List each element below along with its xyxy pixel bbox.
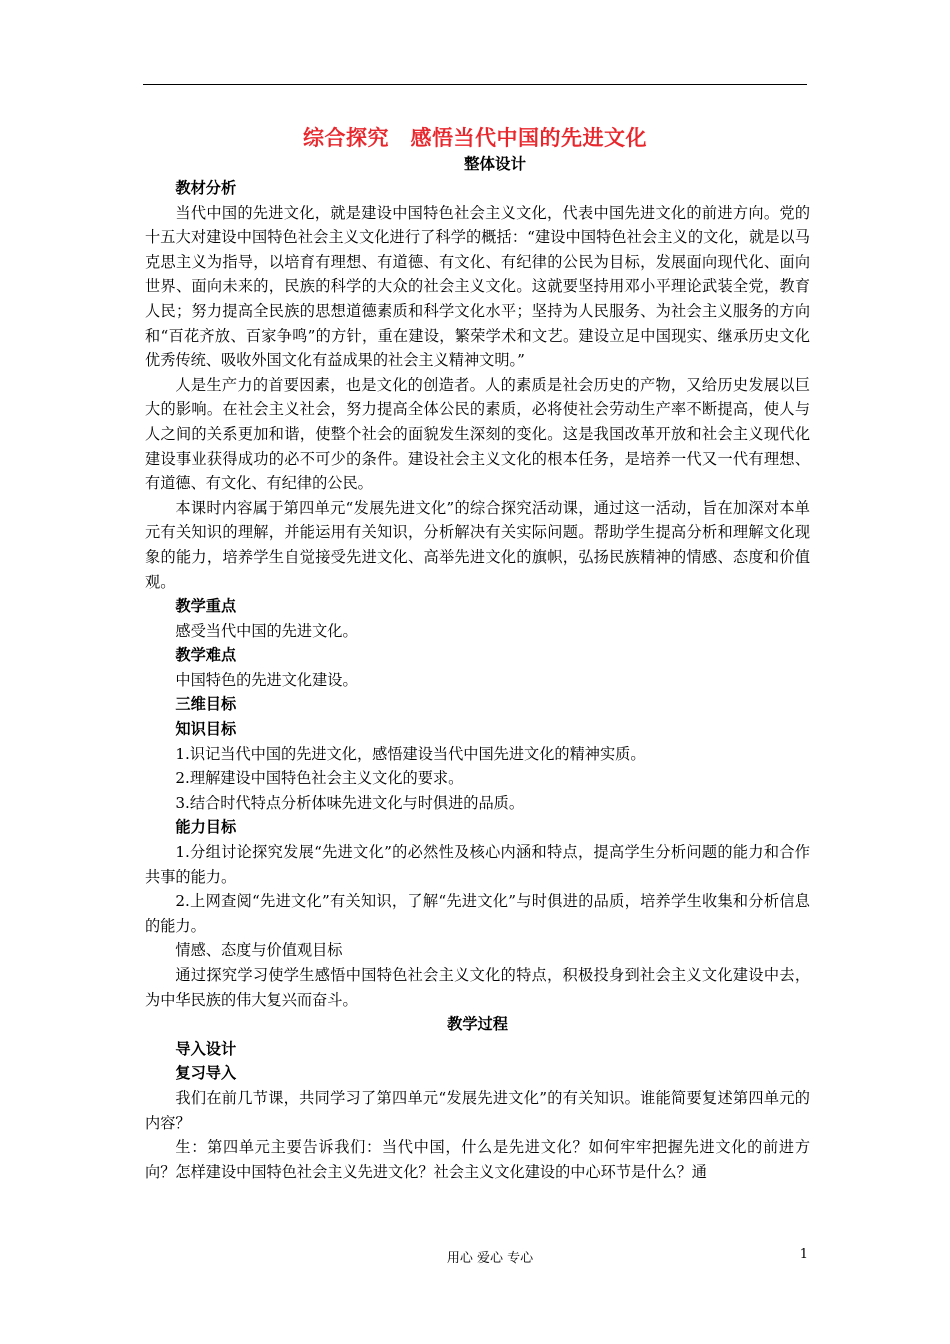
paragraph: 通过探究学习使学生感悟中国特色社会主义文化的特点，积极投身到社会主义文化建设中去，为中华民族的伟大复兴而奋斗。 — [145, 966, 810, 1009]
document-title: 综合探究 感悟当代中国的先进文化 — [303, 125, 647, 150]
document-subtitle: 整体设计 — [463, 154, 526, 173]
section-heading: 复习导入 — [175, 1064, 237, 1083]
paragraph: 感受当代中国的先进文化。 — [175, 621, 358, 640]
section-heading: 知识目标 — [175, 720, 237, 739]
paragraph: 人是生产力的首要因素，也是文化的创造者。人的素质是社会历史的产物，又给历史发展以巨大的影响。在社会主义社会，努力提高全体公民的素质，必将使社会劳动生产率不断提高，使人与人之间的关系更加和谐，使整个社会的面貌发生深刻的变化。这是我国改革开放和社会主义现代化建设事业获得成功的必不可少的条件。建设社会主义文化的根本任务，是培养一代又一代有理想、有道德、有文化、有纪律的公民。 — [145, 375, 810, 493]
section-heading: 能力目标 — [175, 818, 237, 837]
section-heading: 教学重点 — [175, 597, 237, 616]
section-heading: 三维目标 — [175, 695, 237, 714]
paragraph: 生：第四单元主要告诉我们：当代中国，什么是先进文化？如何牢牢把握先进文化的前进方向？怎样建设中国特色社会主义先进文化？社会主义文化建设的中心环节是什么？通 — [145, 1138, 810, 1181]
footer-text: 用心 爱心 专心 — [446, 1251, 534, 1266]
section-heading: 教学难点 — [175, 646, 237, 665]
paragraph: 中国特色的先进文化建设。 — [175, 670, 358, 689]
paragraph: 本课时内容属于第四单元“发展先进文化”的综合探究活动课，通过这一活动，旨在加深对本单元有关知识的理解，并能运用有关知识，分析解决有关实际问题。帮助学生提高分析和理解文化现象的能力，培养学生自觉接受先进文化、高举先进文化的旗帜，弘扬民族精神的情感、态度和价值观。 — [145, 498, 810, 591]
paragraph: 2.理解建设中国特色社会主义文化的要求。 — [175, 769, 464, 788]
paragraph: 3.结合时代特点分析体味先进文化与时俱进的品质。 — [175, 793, 525, 812]
paragraph: 当代中国的先进文化，就是建设中国特色社会主义文化，代表中国先进文化的前进方向。党的十五大对建设中国特色社会主义文化进行了科学的概括：“建设中国特色社会主义的文化，就是以马克思主义为指导，以培育有理想、有道德、有文化、有纪律的公民为目标，发展面向现代化、面向世界、面向未来的，民族的科学的大众的社会主义文化。这就要坚持用邓小平理论武装全党，教育人民；努力提高全民族的思想道德素质和科学文化水平；坚持为人民服务、为社会主义服务的方向和“百花齐放、百家争鸣”的方针，重在建设，繁荣学术和文艺。建设立足中国现实、继承历史文化优秀传统、吸收外国文化有益成果的社会主义精神文明。” — [145, 203, 810, 370]
document-body — [145, 176, 810, 1184]
paragraph: 情感、态度与价值观目标 — [175, 941, 343, 960]
paragraph: 2.上网查阅“先进文化”有关知识，了解“先进文化”与时俱进的品质，培养学生收集和分析信息的能力。 — [145, 892, 810, 935]
section-title: 教学过程 — [447, 1015, 508, 1034]
section-heading: 教材分析 — [175, 179, 237, 197]
page-number: 1 — [799, 1247, 808, 1262]
paragraph: 我们在前几节课，共同学习了第四单元“发展先进文化”的有关知识。谁能简要复述第四单元的内容？ — [145, 1088, 810, 1132]
header-rule — [143, 84, 807, 85]
section-heading: 导入设计 — [175, 1039, 237, 1058]
paragraph: 1.分组讨论探究发展“先进文化”的必然性及核心内涵和特点，提高学生分析问题的能力和合作共事的能力。 — [145, 843, 810, 886]
paragraph: 1.识记当代中国的先进文化，感悟建设当代中国先进文化的精神实质。 — [175, 744, 646, 763]
